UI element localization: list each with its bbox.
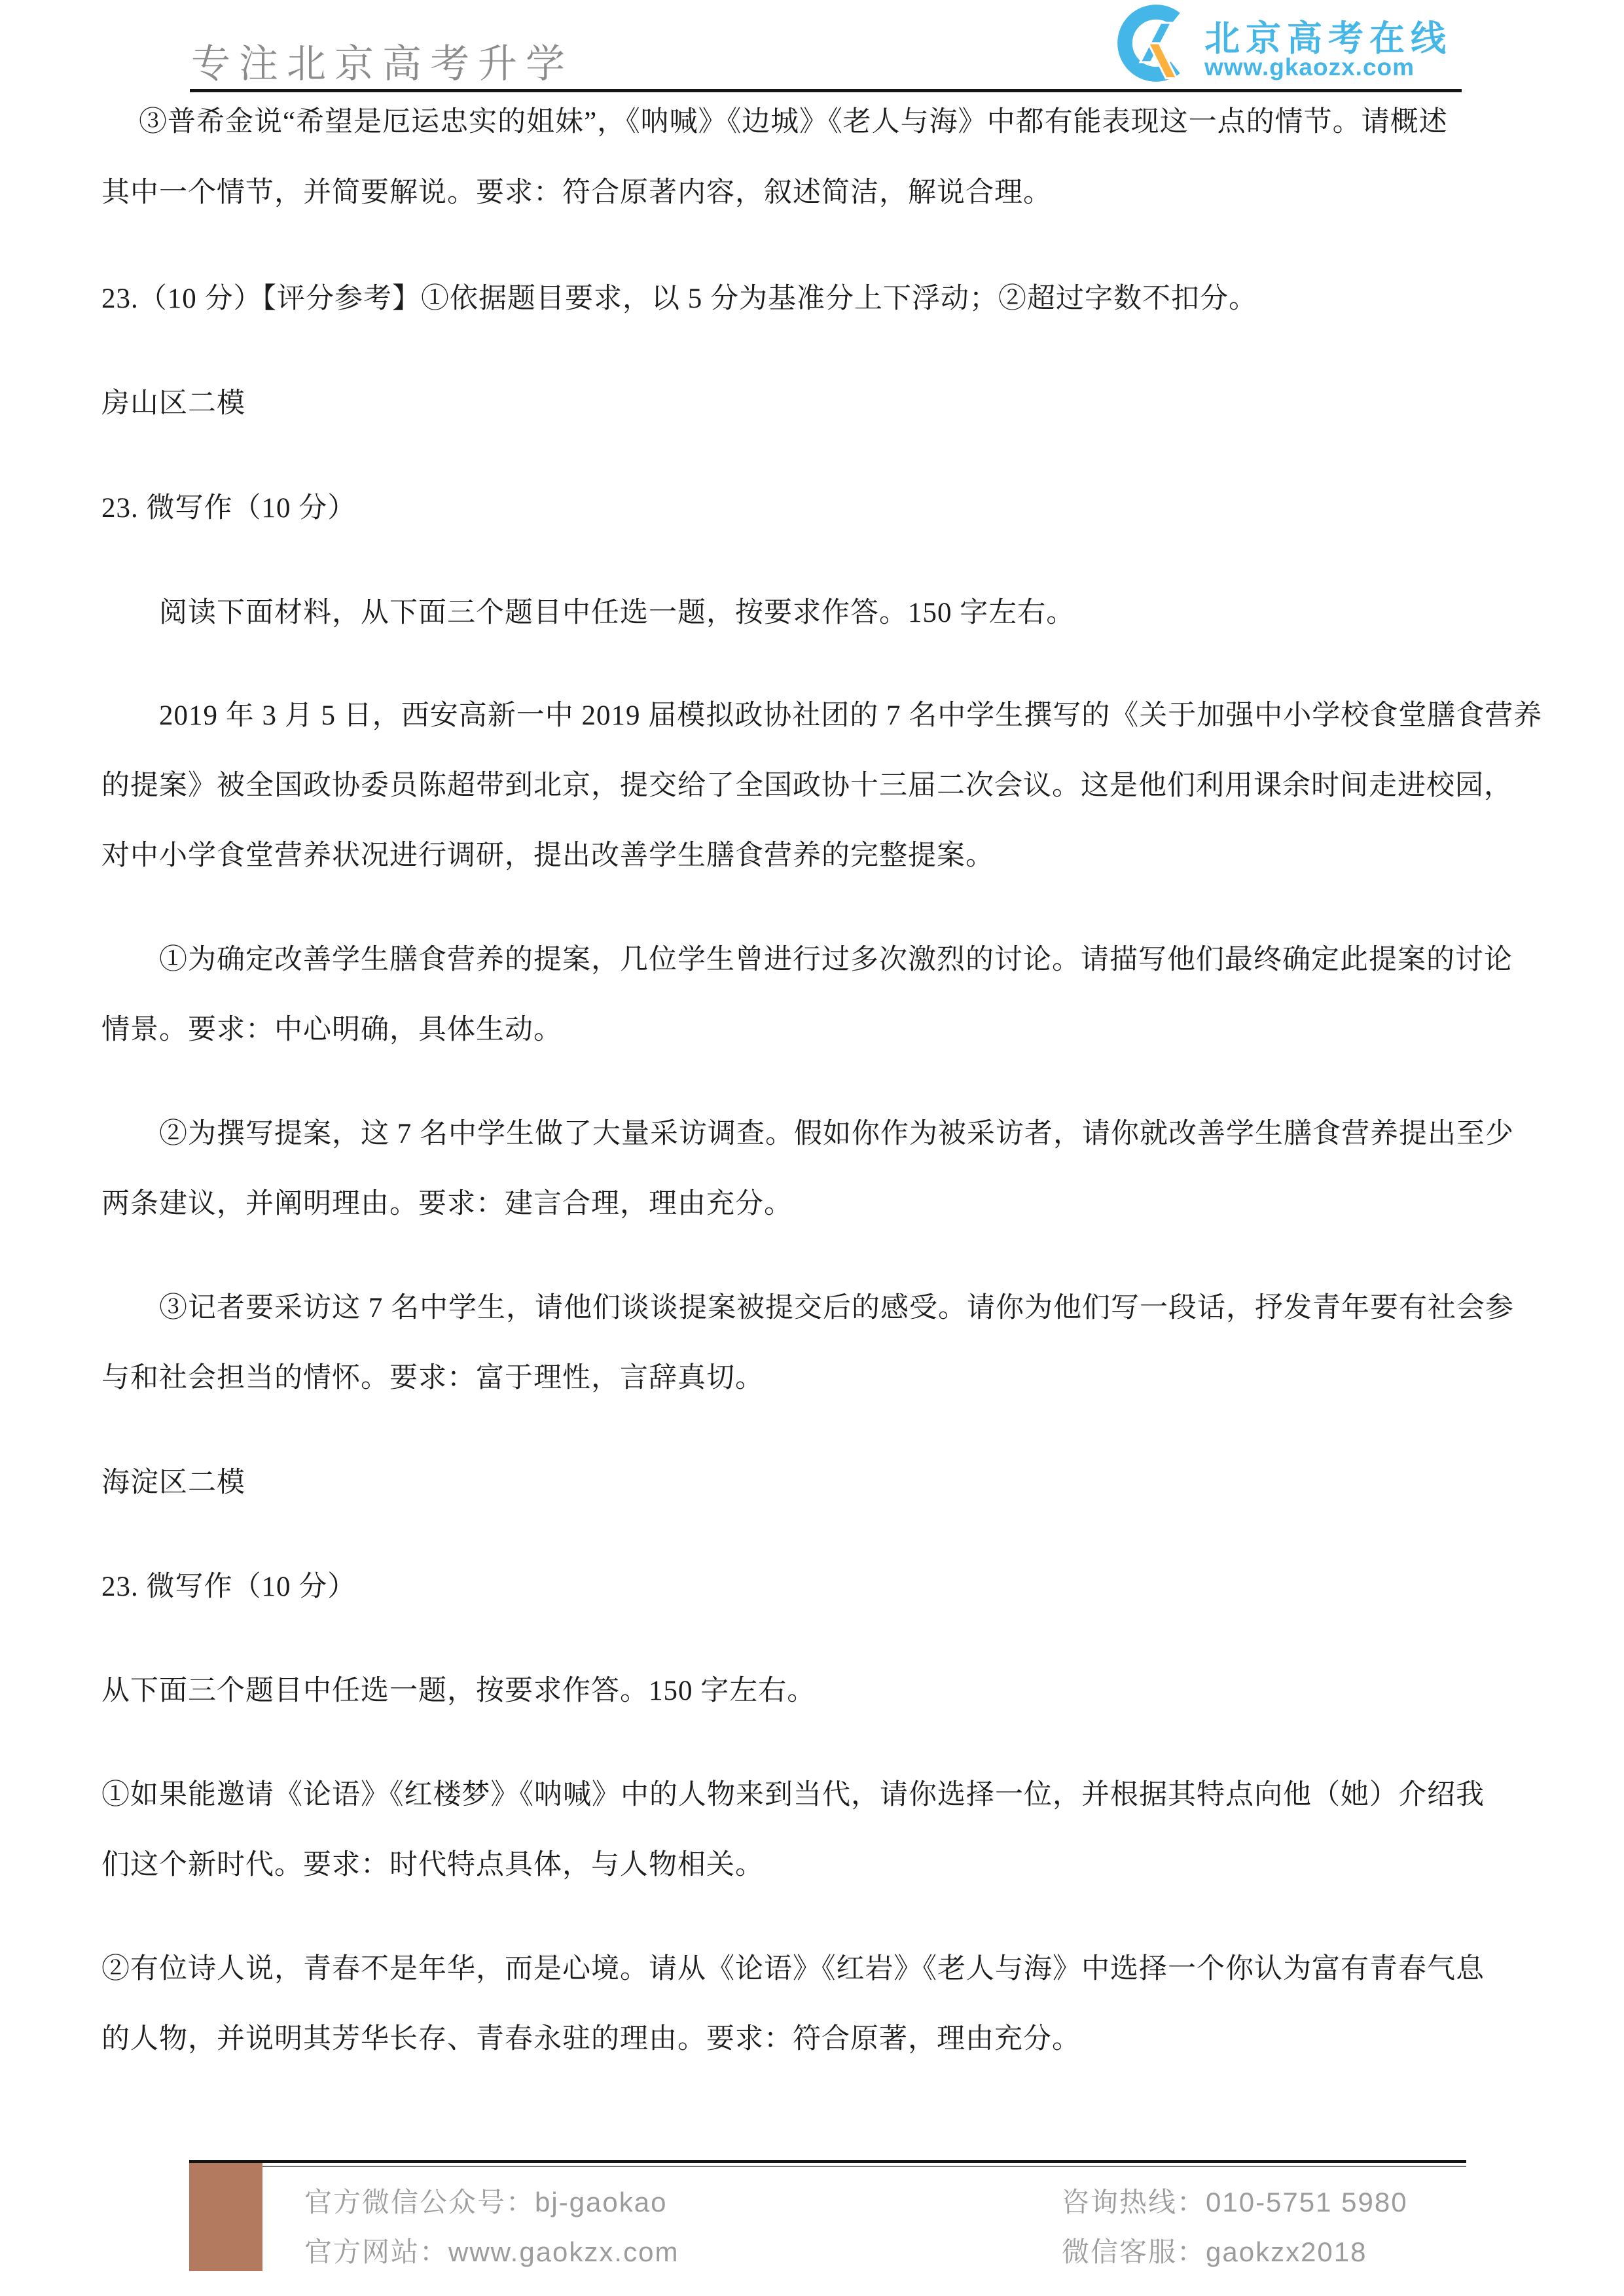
body-line: 其中一个情节，并简要解说。要求：符合原著内容，叙述简洁，解说合理。 — [101, 177, 1052, 208]
body-line: 23. 微写作（10 分） — [101, 1571, 357, 1602]
body-line: 23.（10 分）【评分参考】①依据题目要求，以 5 分为基准分上下浮动；②超过字数不扣分。 — [101, 283, 1257, 314]
body-line: ③普希金说“希望是厄运忠实的姐妹”，《呐喊》《边城》《老人与海》中都有能表现这一点的情节。请概述 — [139, 107, 1448, 137]
body-line: 海淀区二模 — [101, 1467, 245, 1498]
footer-divider — [189, 2160, 1466, 2163]
gkaozx-logo-icon — [1106, 4, 1198, 85]
logo-title: 北京高考在线 — [1204, 19, 1452, 58]
footer-hotline: 咨询热线：010-5751 5980 — [1062, 2187, 1408, 2217]
footer-accent-block — [189, 2163, 262, 2271]
body-line: ①如果能邀请《论语》《红楼梦》《呐喊》中的人物来到当代，请你选择一位，并根据其特点向他（她）介绍我 — [101, 1780, 1485, 1810]
body-line: ③记者要采访这 7 名中学生，请他们谈谈提案被提交后的感受。请你为他们写一段话，抒发青年要有社会参 — [159, 1293, 1514, 1323]
body-line: 与和社会担当的情怀。要求：富于理性，言辞真切。 — [101, 1363, 764, 1393]
header-brand-text: 专注北京高考升学 — [191, 42, 573, 86]
body-line: 房山区二模 — [101, 388, 245, 419]
header-divider — [190, 89, 1462, 92]
body-line: 情景。要求：中心明确，具体生动。 — [101, 1014, 562, 1045]
body-line: 的人物，并说明其芳华长存、青春永驻的理由。要求：符合原著，理由充分。 — [101, 2024, 1081, 2054]
body-line: 两条建议，并阐明理由。要求：建言合理，理由充分。 — [101, 1189, 793, 1219]
body-line: 阅读下面材料，从下面三个题目中任选一题，按要求作答。150 字左右。 — [159, 598, 1075, 628]
footer-divider-thin — [189, 2166, 1466, 2167]
footer-wechat-account: 官方微信公众号：bj-gaokao — [304, 2187, 668, 2217]
body-line: 对中小学食堂营养状况进行调研，提出改善学生膳食营养的完整提案。 — [101, 840, 994, 871]
body-line: 的提案》被全国政协委员陈超带到北京，提交给了全国政协十三届二次会议。这是他们利用课余时间走进校园， — [101, 770, 1513, 801]
footer-wechat-service: 微信客服：gaokzx2018 — [1062, 2236, 1367, 2267]
body-line: 从下面三个题目中任选一题，按要求作答。150 字左右。 — [101, 1676, 816, 1706]
body-line: 2019 年 3 月 5 日，西安高新一中 2019 届模拟政协社团的 7 名中学生撰写的《关于加强中小学校食堂膳食营养 — [159, 700, 1543, 731]
logo-url: www.gkaozx.com — [1204, 54, 1415, 81]
body-line: 23. 微写作（10 分） — [101, 493, 357, 524]
body-line: ②有位诗人说，青春不是年华，而是心境。请从《论语》《红岩》《老人与海》中选择一个你认为富有青春气息 — [101, 1954, 1485, 1984]
footer-website: 官方网站：www.gaokzx.com — [304, 2236, 679, 2267]
body-line: ②为撰写提案，这 7 名中学生做了大量采访调查。假如你作为被采访者，请你就改善学生膳食营养提出至少 — [159, 1119, 1514, 1149]
body-line: ①为确定改善学生膳食营养的提案，几位学生曾进行过多次激烈的讨论。请描写他们最终确定此提案的讨论 — [159, 944, 1513, 975]
body-line: 们这个新时代。要求：时代特点具体，与人物相关。 — [101, 1850, 764, 1880]
